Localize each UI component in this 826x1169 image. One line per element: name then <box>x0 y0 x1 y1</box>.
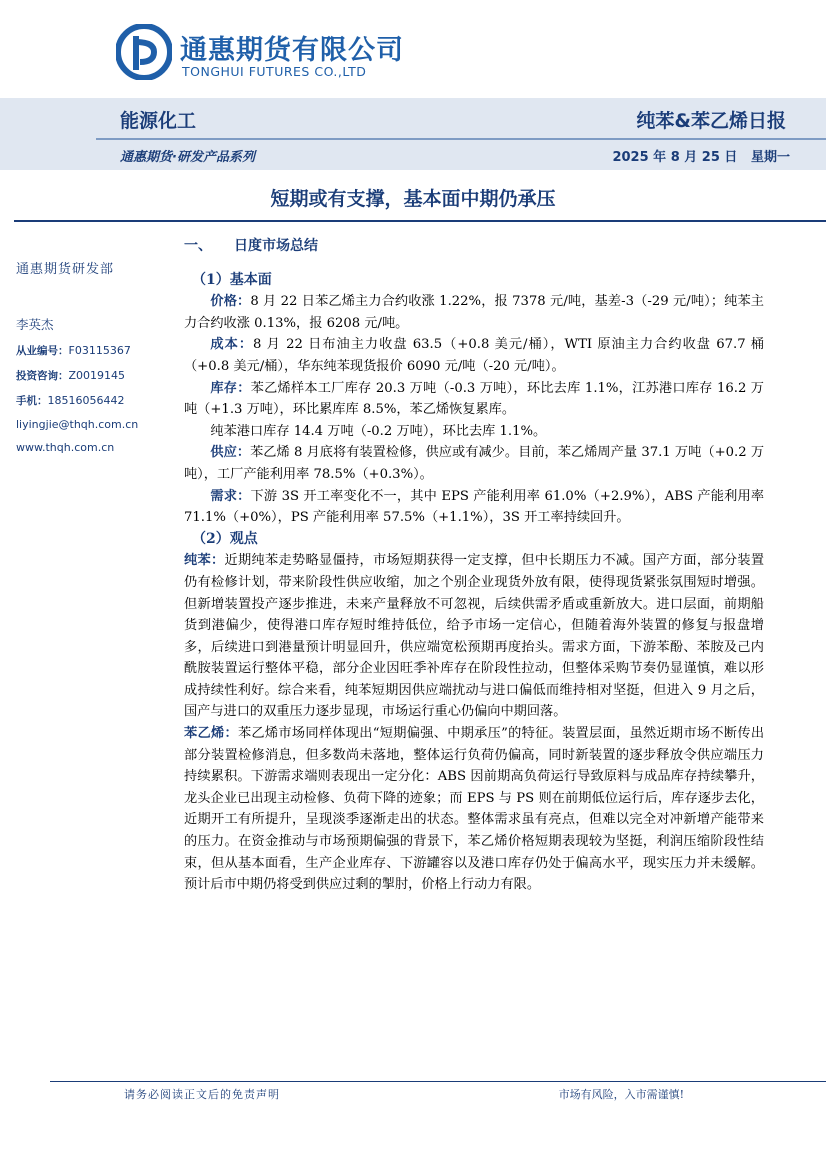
logo-mark-icon <box>116 24 172 80</box>
section-title: 日度市场总结 <box>234 238 318 254</box>
page-title: 短期或有支撑，基本面中期仍承压 <box>270 188 556 210</box>
cost-paragraph <box>184 334 764 377</box>
inventory-text: 苯乙烯样本工厂库存 20.3 万吨（-0.3 万吨），环比去库 1.1%，江苏港口库存 16.2 万吨（+1.3 万吨），环比累库库 8.5%，苯乙烯恢复累库。 <box>184 380 764 418</box>
phone-value: 18516056442 <box>47 394 125 407</box>
inventory-paragraph-2: 纯苯港口库存 14.4 万吨（-0.2 万吨），环比去库 1.1%。 <box>210 423 547 439</box>
report-series: 通惠期货·研发产品系列 <box>120 150 255 165</box>
subsection-views: （2）观点 <box>192 530 258 547</box>
benzene-text: 近期纯苯走势略显僵持，市场短期获得一定支撑，但中长期压力不减。国产方面，部分装置仍有检修计划，带来阶段性供应收缩，加之个别企业现货外放有限，使得现货紧张氛围短时增强。但新增装置投产逐步推进，未来产量释放不可忽视，后续供需矛盾或重新放大。进口层面，前期船货到港偏少，使得港口库存短时维持低位，给予市场一定信心，但随着海外装置的修复与报盘增多，后续进口到港量预计明显回升，供应端宽松预期再度抬头。需求方面，下游苯酚、苯胺及己内酰胺装置运行整体平稳，部分企业因旺季补库存在阶段性拉动，但整体采购节奏仍显谨慎，难以形成持续性利好。综合来看，纯苯短期因供应端扰动与进口偏低而维持相对坚挺，但进入 9 月之后，国产与进口的双重压力逐步显现，市场运行重心仍偏向中期回落。 <box>184 553 765 720</box>
cost-text: 8 月 22 日布油主力收盘 63.5（+0.8 美元/桶），WTI 原油主力合约收盘 67.7 桶（+0.8 美元/桶），华东纯苯现货报价 6090 元/吨（-20 元/吨）。 <box>184 337 764 374</box>
report-name: 纯苯&苯乙烯日报 <box>636 110 786 132</box>
styrene-label: 苯乙烯： <box>184 726 238 742</box>
report-body <box>184 236 764 896</box>
supply-label: 供应： <box>210 445 251 461</box>
department: 通惠期货研发部 <box>16 262 115 277</box>
price-label: 价格： <box>210 294 251 310</box>
inventory-paragraph <box>184 378 764 421</box>
title-divider <box>14 220 826 222</box>
report-category: 能源化工 <box>120 110 197 132</box>
license-value: F03115367 <box>68 344 131 357</box>
header-band-divider <box>96 138 826 140</box>
supply-paragraph <box>184 442 764 485</box>
company-name-cn: 通惠期货有限公司 <box>180 35 404 66</box>
analyst-name: 李英杰 <box>16 317 54 332</box>
company-logo <box>116 24 404 82</box>
supply-text: 苯乙烯 8 月底将有装置检修，供应或有减少。目前，苯乙烯周产量 37.1 万吨（+0.2 万吨），工厂产能利用率 78.5%（+0.3%）。 <box>184 445 765 482</box>
footer-divider <box>50 1081 826 1082</box>
website-link[interactable]: www.thqh.com.cn <box>16 441 115 454</box>
report-date: 2025 年 8 月 25 日 星期一 <box>612 150 790 165</box>
section-heading <box>184 236 764 258</box>
consult-label: 投资咨询： <box>16 370 69 382</box>
benzene-view-paragraph <box>184 550 764 723</box>
disclaimer-notice: 请务必阅读正文后的免责声明 <box>124 1088 280 1101</box>
email-link[interactable]: liyingjie@thqh.com.cn <box>16 418 139 431</box>
subsection-fundamentals: （1）基本面 <box>192 271 272 288</box>
price-paragraph <box>184 291 764 334</box>
styrene-view-paragraph <box>184 723 764 896</box>
price-text: 8 月 22 日苯乙烯主力合约收涨 1.22%，报 7378 元/吨，基差-3（-29 元/吨）；纯苯主力合约收涨 0.13%，报 6208 元/吨。 <box>184 294 764 331</box>
company-name-en: TONGHUI FUTURES CO.,LTD <box>182 64 367 79</box>
demand-text: 下游 3S 开工率变化不一，其中 EPS 产能利用率 61.0%（+2.9%），ABS 产能利用率 71.1%（+0%），PS 产能利用率 57.5%（+1.1%），3S 开工率持续回升。 <box>184 488 765 526</box>
demand-paragraph <box>184 486 764 529</box>
risk-notice: 市场有风险，入市需谨慎! <box>558 1088 684 1101</box>
license-label: 从业编号： <box>16 345 69 357</box>
styrene-text: 苯乙烯市场同样体现出“短期偏强、中期承压”的特征。装置层面，虽然近期市场不断传出部分装置检修消息，但多数尚未落地，整体运行负荷仍偏高，同时新装置的逐步释放令供应端压力持续累积。下游需求端则表现出一定分化：ABS 因前期高负荷运行导致原料与成品库存持续攀升，龙头企业已出现主动检修、负荷下降的迹象；而 EPS 与 PS 则在前期低位运行后，库存逐步去化，近期开工有所提升，呈现淡季逐渐走出的状态。整体需求虽有亮点，但难以完全对冲新增产能带来的压力。在资金推动与市场预期偏强的背景下，苯乙烯价格短期表现较为坚挺，利润压缩阶段性结束，但从基本面看，生产企业库存、下游罐容以及港口库存仍处于偏高水平，现实压力并未缓解。预计后市中期仍将受到供应过剩的掣肘，价格上行动力有限。 <box>184 726 765 893</box>
phone-label: 手机： <box>16 395 48 407</box>
author-sidebar <box>16 258 166 464</box>
demand-label: 需求： <box>210 488 251 504</box>
inventory-label: 库存： <box>210 380 251 396</box>
section-number: 一、 <box>184 238 212 254</box>
cost-label: 成本： <box>210 337 254 353</box>
phone-row <box>16 393 166 408</box>
consult-value: Z0019145 <box>68 369 126 382</box>
license-row <box>16 343 166 358</box>
benzene-label: 纯苯： <box>184 553 225 569</box>
consult-row <box>16 368 166 383</box>
